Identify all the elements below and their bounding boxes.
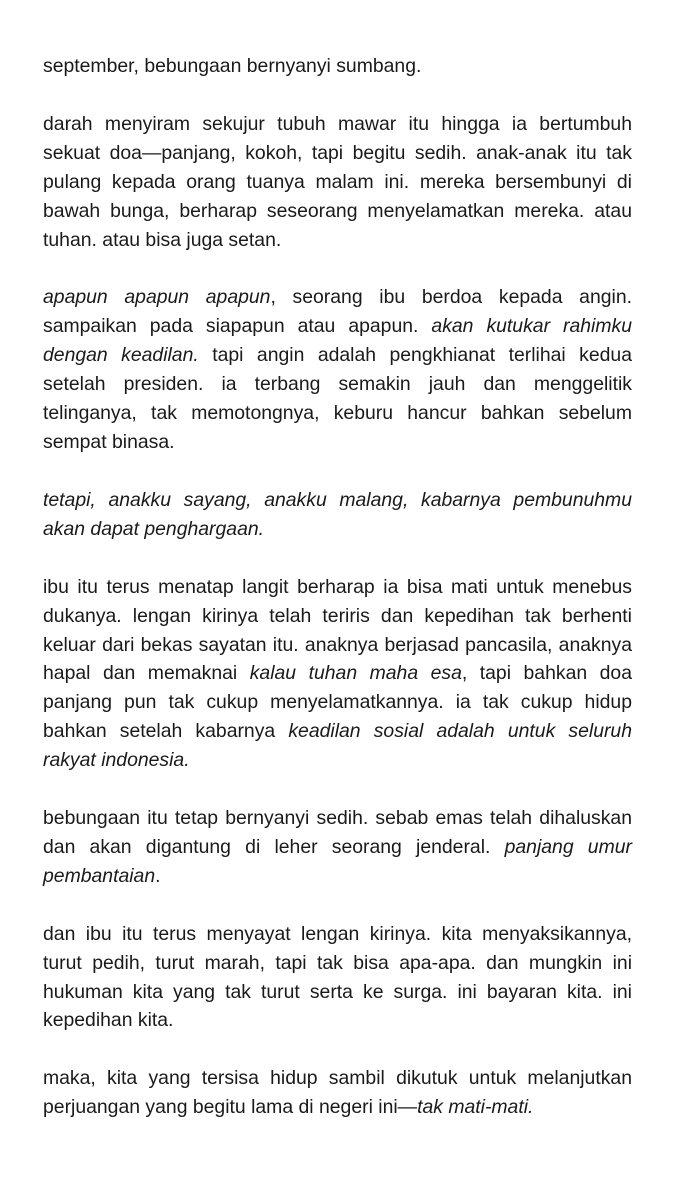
text-span: ibu itu terus menatap langit berharap ia bisa mati untuk menebus dukanya. lengan kirinya telah teriris dan kepedihan tak berhenti keluar dari bekas sayatan itu. anaknya berjasad pancasila, anaknya hapal dan memaknai [43,575,632,685]
italic-span: tetapi, anakku sayang, anakku malang, kabarnya pembunuhmu akan dapat penghargaan. [43,488,632,540]
italic-span: kalau tuhan maha esa [249,662,462,685]
paragraph [43,283,632,456]
italic-span: tak mati-mati. [417,1096,534,1119]
text-span: maka, kita yang tersisa hidup sambil dikutuk untuk melanjutkan perjuangan yang begitu lama di negeri ini— [43,1067,632,1119]
paragraph [43,52,632,81]
paragraph [43,920,632,1036]
text-span: darah menyiram sekujur tubuh mawar itu hingga ia bertumbuh sekuat doa—panjang, kokoh, tapi begitu sedih. anak-anak itu tak pulang kepada orang tuanya malam ini. mereka bersembunyi di bawah bunga, berharap seseorang menyelamatkan mereka. atau tuhan. atau bisa juga setan. [43,112,632,251]
text-span: september, bebungaan bernyanyi sumbang. [43,55,422,77]
italic-span: akan kutukar rahimku dengan keadilan. [43,315,632,367]
paragraph [43,486,632,544]
text-span: . [155,864,161,887]
italic-span: panjang umur pembantaian [43,835,632,887]
text-span: bebungaan itu tetap bernyanyi sedih. sebab emas telah dihaluskan dan akan digantung di leher seorang jenderal. [43,807,632,858]
italic-span: keadilan sosial adalah untuk seluruh rakyat indonesia. [43,720,633,772]
text-span: tapi angin adalah pengkhianat terlihai kedua setelah presiden. ia terbang semakin jauh dan menggelitik telinganya, tak memotongnya, keburu hancur bahkan sebelum sempat binasa. [43,344,632,453]
paragraph [43,110,632,255]
text-span: , tapi bahkan doa panjang pun tak cukup menyelamatkannya. ia tak cukup hidup bahkan setelah kabarnya [43,662,632,743]
text-span: , seorang ibu berdoa kepada angin. sampaikan pada siapapun atau apapun. [43,286,632,338]
italic-span: apapun apapun apapun [43,286,271,309]
paragraph [43,573,632,775]
text-span: dan ibu itu terus menyayat lengan kirinya. kita menyaksikannya, turut pedih, turut marah, tapi tak bisa apa-apa. dan mungkin ini hukuman kita yang tak turut serta ke surga. ini bayaran kita. ini kepedihan kita. [43,922,632,1032]
poem-page [43,52,632,1151]
paragraph [43,804,632,891]
paragraph [43,1064,632,1122]
